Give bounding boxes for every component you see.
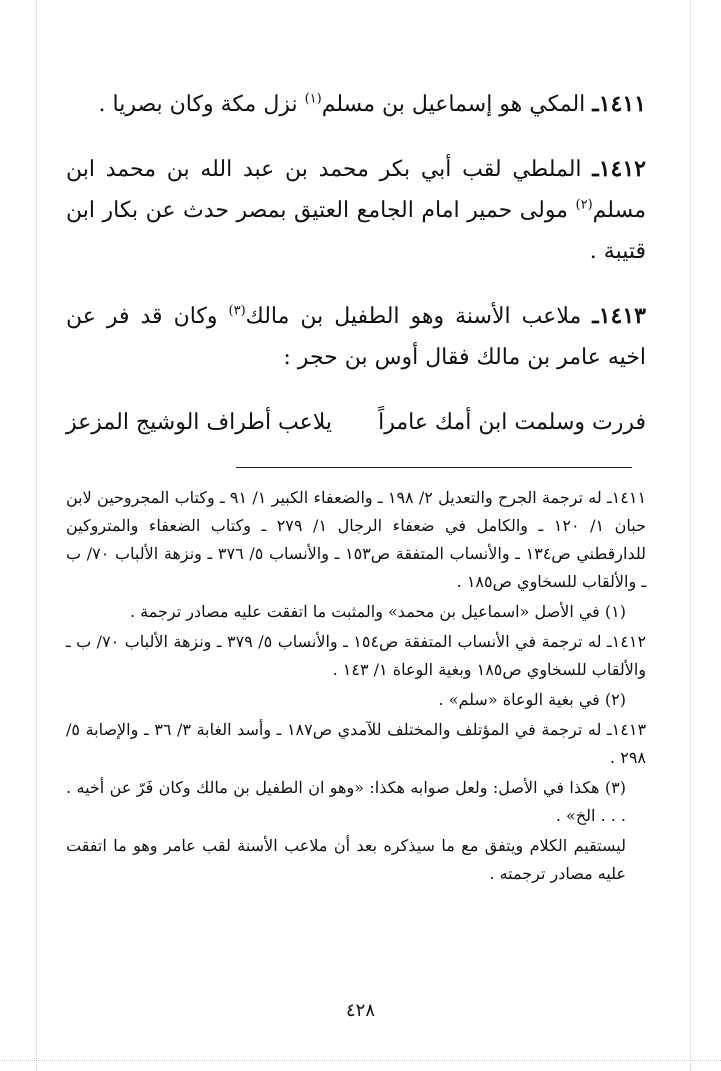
entry-number: ١٤١٢ـ (592, 156, 646, 182)
entry-1412 (66, 149, 646, 272)
entry-text: وكان قد فر عن اخيه عامر بن مالك فقال أوس بن حجر : (66, 304, 646, 370)
footnotes (66, 484, 646, 890)
entry-number: ١٤١٣ـ (592, 303, 646, 329)
entry-text: المكي هو إسماعيل بن مسلم (321, 92, 586, 117)
poem-verse (66, 402, 646, 443)
footnote-3-continued: ليستقيم الكلام ويتفق مع ما سيذكره بعد أن ملاعب الأسنة لقب عامر وهو ما اتفقت عليه مصادر ترجمته . (66, 836, 626, 883)
entry-text: مولى حمير امام الجامع العتيق بمصر حدث عن بكار ابن قتيبة . (66, 198, 646, 264)
scan-guide-line (0, 1060, 721, 1061)
entry-1411 (66, 84, 646, 125)
entry-text: نزل مكة وكان بصريا . (98, 92, 298, 117)
footnote-1411: ١٤١١ـ له ترجمة الجرح والتعديل ٢/ ١٩٨ ـ والضعفاء الكبير ١/ ٩١ ـ وكتاب المجروحين لابن حبان ١/ ١٢٠ ـ والكامل في ضعفاء الرجال ١/ ٢٧٩ ـ وكتاب الضعفاء والمتروكين للدارقطني ص١٣٤ ـ والأنساب المتفقة ص١٥٣ ـ والأنساب ٥/ ٣٧٦ ـ ونزهة الألباب ٧٠/ ب ـ والألقاب للسخاوي ص١٨٥ . (66, 488, 647, 591)
entry-1413 (66, 296, 646, 378)
entry-text: ملاعب الأسنة وهو الطفيل بن مالك (245, 304, 582, 329)
footnote-ref: (٢) (575, 197, 593, 213)
footnote-1: (١) في الأصل «اسماعيل بن محمد» والمثبت ما اتفقت عليه مصادر ترجمة . (129, 602, 626, 621)
verse-first-hemistich: فررت وسلمت ابن أمك عامراً (378, 410, 646, 435)
footnote-2: (٢) في بغية الوعاة «سلم» . (438, 690, 626, 709)
main-text (66, 84, 646, 443)
footnote-3: (٣) هكذا في الأصل: ولعل صوابه هكذا: «وهو ان الطفيل بن مالك وكان فَرّ عن أخيه . . . . الخ» . (66, 778, 626, 825)
verse-second-hemistich: يلاعب أطراف الوشيج المزعز (66, 410, 333, 435)
page-number: ٤٢٨ (345, 1000, 375, 1021)
footnote-ref: (٣) (228, 303, 246, 319)
scan-guide-line (690, 0, 691, 1071)
entry-number: ١٤١١ـ (592, 91, 646, 117)
entry-text: الملطي لقب أبي بكر محمد بن عبد الله بن محمد ابن مسلم (66, 157, 646, 223)
footnote-ref: (١) (304, 91, 322, 107)
scan-guide-line (36, 0, 37, 1071)
footnote-1413: ١٤١٣ـ له ترجمة في المؤتلف والمختلف للآمدي ص١٨٧ ـ وأسد الغابة ٣/ ٣٦ ـ والإصابة ٥/ ٢٩٨ . (66, 720, 647, 767)
footnote-separator (236, 467, 632, 468)
footnote-1412: ١٤١٢ـ له ترجمة في الأنساب المتفقة ص١٥٤ ـ والأنساب ٥/ ٣٧٩ ـ ونزهة الألباب ٧٠/ ب ـ والألقاب للسخاوي ص١٨٥ وبغية الوعاة ١/ ١٤٣ . (66, 632, 647, 679)
